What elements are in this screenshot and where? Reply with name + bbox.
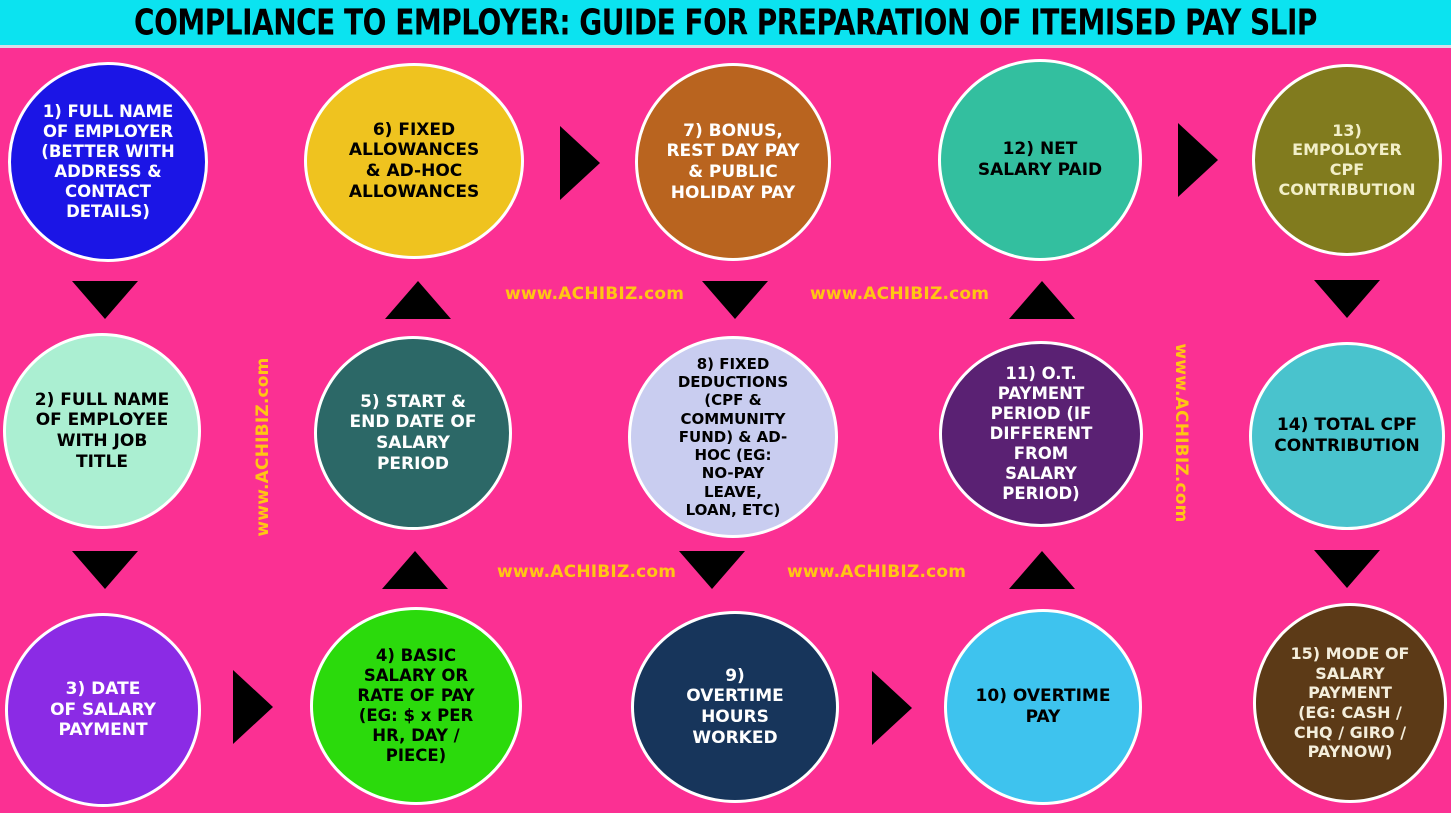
node-11-ot-payment-period [939,341,1143,527]
node-label: 3) DATE OF SALARY PAYMENT [50,678,156,741]
node-label: 12) NET SALARY PAID [977,139,1103,180]
arrow-4-to-5-icon [382,551,448,589]
node-9-overtime-hours [631,611,839,803]
node-label: 9) OVERTIME HOURS WORKED [686,665,784,748]
arrow-13-to-14-icon [1314,280,1380,318]
node-13-employer-cpf [1252,64,1442,256]
watermark-url-top-right: www.ACHIBIZ.com [810,284,990,304]
node-label: 5) START & END DATE OF SALARY PERIOD [349,391,477,474]
node-3-salary-payment-date [5,613,201,807]
node-label: 6) FIXED ALLOWANCES & AD-HOC ALLOWANCES [348,119,480,202]
node-4-basic-salary [310,607,522,805]
node-label: 13) EMPOLOYER CPF CONTRIBUTION [1278,120,1416,199]
node-10-overtime-pay [944,609,1142,805]
node-label: 7) BONUS, REST DAY PAY & PUBLIC HOLIDAY PAY [666,120,800,203]
watermark-url-top-left: www.ACHIBIZ.com [505,284,685,304]
watermark-url-bottom-left: www.ACHIBIZ.com [497,562,677,582]
node-label: 11) O.T. PAYMENT PERIOD (IF DIFFERENT FROM SALARY PERIOD) [989,363,1093,504]
node-label: 8) FIXED DEDUCTIONS (CPF & COMMUNITY FUND) & AD-HOC (EG: NO-PAY LEAVE, LOAN, ETC) [677,354,789,520]
watermark-url-bottom-right: www.ACHIBIZ.com [787,562,967,582]
arrow-8-to-9-icon [679,551,745,589]
title-bar [0,0,1451,48]
watermark-url-vertical-left: www.ACHIBIZ.com [253,357,273,537]
arrow-3-to-4-icon [233,670,273,744]
node-label: 14) TOTAL CPF CONTRIBUTION [1274,415,1420,456]
node-label: 10) OVERTIME PAY [975,686,1111,727]
node-label: 2) FULL NAME OF EMPLOYEE WITH JOB TITLE [34,389,170,472]
node-15-payment-mode [1253,603,1447,803]
page-title: COMPLIANCE TO EMPLOYER: GUIDE FOR PREPARATION OF ITEMISED PAY SLIP [134,1,1317,44]
arrow-1-to-2-icon [72,281,138,319]
node-label: 1) FULL NAME OF EMPLOYER (BETTER WITH ADDRESS & CONTACT DETAILS) [41,101,175,222]
node-label: 15) MODE OF SALARY PAYMENT (EG: CASH / CHQ / GIRO / PAYNOW) [1290,644,1410,762]
node-1-employer-name [8,62,208,262]
arrow-14-to-15-icon [1314,550,1380,588]
node-8-fixed-deductions [628,336,838,538]
node-12-net-salary-paid [938,59,1142,261]
arrow-2-to-3-icon [72,551,138,589]
node-6-fixed-allowances [304,63,524,259]
node-14-total-cpf [1249,342,1445,530]
arrow-10-to-11-icon [1009,551,1075,589]
node-2-employee-name [3,333,201,529]
arrow-7-to-8-icon [702,281,768,319]
arrow-5-to-6-icon [385,281,451,319]
node-label: 4) BASIC SALARY OR RATE OF PAY (EG: $ x PER HR, DAY / PIECE) [357,645,475,766]
node-7-bonus-rest-day-pay [635,63,831,261]
arrow-12-to-13-icon [1178,123,1218,197]
arrow-6-to-7-icon [560,126,600,200]
arrow-9-to-10-icon [872,671,912,745]
watermark-url-vertical-right: www.ACHIBIZ.com [1171,343,1191,523]
arrow-11-to-12-icon [1009,281,1075,319]
node-5-salary-period [314,336,512,530]
